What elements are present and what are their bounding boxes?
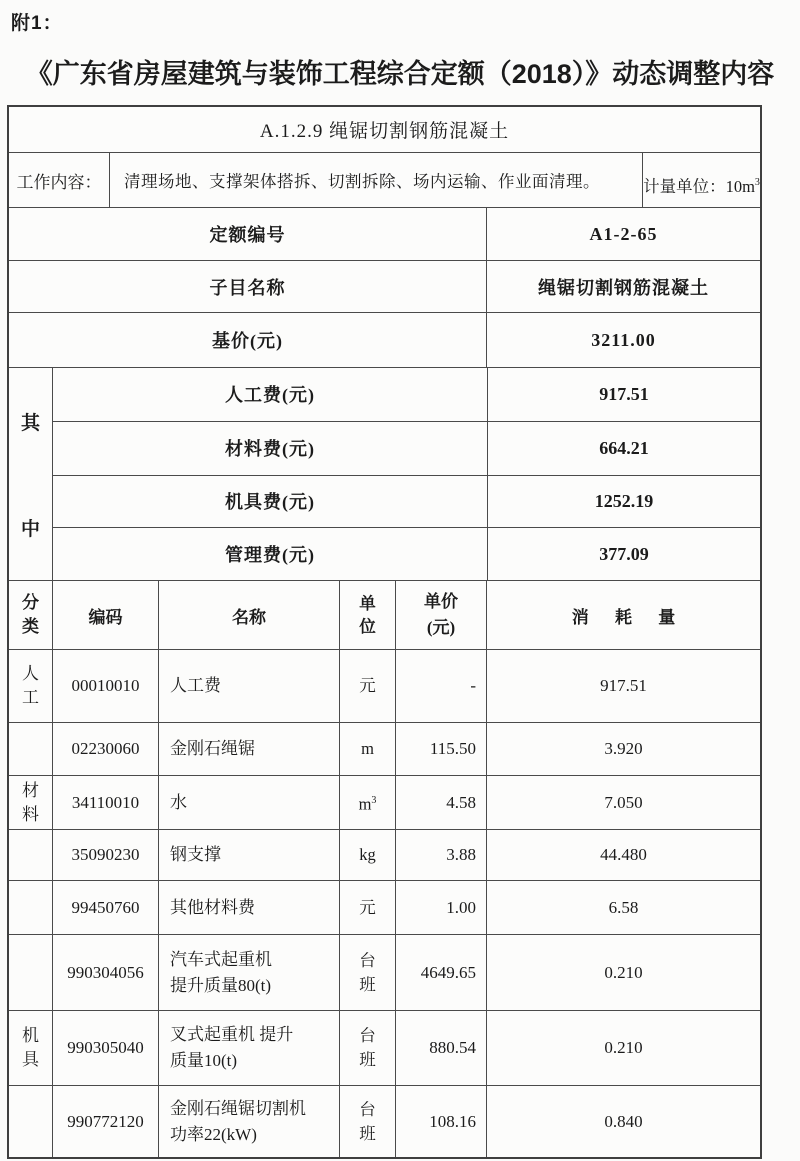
consumption-cell: 7.050 — [486, 776, 760, 829]
machine-fee-label: 机具费(元) — [225, 492, 315, 513]
name-cell: 叉式起重机 提升 质量10(t) — [158, 1011, 339, 1085]
unit-cell: 元 — [339, 650, 395, 722]
measure-unit-superscript: 3 — [754, 176, 760, 188]
material-fee-label: 材料费(元) — [225, 439, 315, 460]
category-cell — [9, 935, 52, 1010]
code-cell: 99450760 — [52, 881, 158, 934]
code-cell: 990304056 — [52, 935, 158, 1010]
header-price: 单价 (元) — [395, 581, 486, 649]
measure-unit — [642, 153, 760, 207]
category-cell: 人工 — [21, 664, 39, 707]
detail-row-other-material — [9, 880, 760, 934]
category-cell — [9, 723, 52, 775]
attachment-label: 附1： — [11, 13, 63, 34]
breakdown-char-qi: 其 — [20, 412, 40, 434]
header-consumption: 消 耗 量 — [486, 581, 760, 649]
detail-row-diamond-rope — [9, 722, 760, 775]
price-cell: 1.00 — [395, 881, 486, 934]
name-cell: 金刚石绳锯 — [158, 723, 339, 775]
code-cell: 990305040 — [52, 1011, 158, 1085]
unit-cell: 元 — [339, 881, 395, 934]
material-fee-value: 664.21 — [487, 422, 760, 475]
management-fee-label: 管理费(元) — [225, 545, 315, 566]
unit-cell: 台 班 — [339, 1086, 395, 1157]
work-content-row — [9, 152, 760, 207]
unit-cell: 台 班 — [339, 1011, 395, 1085]
breakdown-row-management — [53, 527, 760, 580]
name-cell: 其他材料费 — [158, 881, 339, 934]
name-cell: 汽车式起重机 提升质量80(t) — [158, 935, 339, 1010]
header-category: 分类 — [21, 593, 39, 636]
name-cell: 钢支撑 — [158, 830, 339, 880]
detail-row-labor — [9, 649, 760, 722]
consumption-cell: 0.210 — [486, 1011, 760, 1085]
breakdown-block — [9, 367, 760, 580]
category-cell — [9, 1086, 52, 1157]
detail-row-rope-saw-machine — [9, 1085, 760, 1157]
consumption-cell: 0.210 — [486, 935, 760, 1010]
breakdown-row-machine — [53, 475, 760, 528]
detail-row-water — [9, 775, 760, 829]
category-cell: 机具 — [21, 1026, 39, 1069]
price-cell: 108.16 — [395, 1086, 486, 1157]
breakdown-row-labor — [53, 368, 760, 421]
management-fee-value: 377.09 — [487, 528, 760, 580]
unit-cell: 台 班 — [339, 935, 395, 1010]
section-title-row — [9, 107, 760, 152]
consumption-cell: 0.840 — [486, 1086, 760, 1157]
unit-cell: m — [339, 723, 395, 775]
consumption-cell: 3.920 — [486, 723, 760, 775]
price-cell: 4649.65 — [395, 935, 486, 1010]
category-cell — [9, 881, 52, 934]
labor-fee-label: 人工费(元) — [225, 385, 315, 406]
subitem-name-label: 子目名称 — [209, 277, 286, 298]
detail-row-steel-support — [9, 829, 760, 880]
header-code: 编码 — [52, 581, 158, 649]
measure-unit-text: 计量单位：10m — [643, 177, 755, 196]
code-cell: 34110010 — [52, 776, 158, 829]
code-cell: 35090230 — [52, 830, 158, 880]
header-name: 名称 — [158, 581, 339, 649]
consumption-cell: 917.51 — [486, 650, 760, 722]
page-title: 《广东省房屋建筑与装饰工程综合定额（2018）》动态调整内容 — [25, 59, 775, 89]
consumption-cell: 44.480 — [486, 830, 760, 880]
code-cell: 990772120 — [52, 1086, 158, 1157]
subitem-name-value: 绳锯切割钢筋混凝土 — [486, 261, 760, 312]
price-cell: 4.58 — [395, 776, 486, 829]
code-cell: 00010010 — [52, 650, 158, 722]
price-cell: - — [395, 650, 486, 722]
name-cell: 金刚石绳锯切割机 功率22(kW) — [158, 1086, 339, 1157]
category-cell: 材料 — [21, 780, 39, 824]
base-price-label: 基价(元) — [212, 331, 283, 351]
detail-header-row — [9, 580, 760, 649]
work-content-label: 工作内容： — [16, 172, 102, 192]
unit-cell: kg — [339, 830, 395, 880]
name-cell: 水 — [158, 776, 339, 829]
code-cell: 02230060 — [52, 723, 158, 775]
detail-row-truck-crane — [9, 934, 760, 1010]
name-cell: 人工费 — [158, 650, 339, 722]
header-unit: 单位 — [339, 581, 395, 649]
quota-table — [7, 105, 762, 1159]
base-price-value: 3211.00 — [486, 313, 760, 367]
summary-row-quota-number — [9, 207, 760, 260]
labor-fee-value: 917.51 — [487, 368, 760, 421]
work-content-text: 清理场地、支撑架体搭拆、切割拆除、场内运输、作业面清理。 — [109, 153, 642, 207]
summary-row-base-price — [9, 312, 760, 367]
category-cell — [9, 830, 52, 880]
quota-number-label: 定额编号 — [209, 225, 286, 245]
price-cell: 3.88 — [395, 830, 486, 880]
quota-number-value: A1-2-65 — [486, 208, 760, 260]
summary-row-subitem-name — [9, 260, 760, 312]
breakdown-row-material — [53, 421, 760, 475]
section-title: A.1.2.9 绳锯切割钢筋混凝土 — [259, 121, 510, 142]
breakdown-category-cell — [9, 368, 52, 580]
machine-fee-value: 1252.19 — [487, 476, 760, 528]
breakdown-rows — [52, 368, 760, 580]
detail-row-fork-crane — [9, 1010, 760, 1085]
price-cell: 880.54 — [395, 1011, 486, 1085]
consumption-cell: 6.58 — [486, 881, 760, 934]
unit-cell: $m^3$ — [339, 776, 395, 829]
breakdown-char-zhong: 中 — [20, 518, 40, 540]
price-cell: 115.50 — [395, 723, 486, 775]
